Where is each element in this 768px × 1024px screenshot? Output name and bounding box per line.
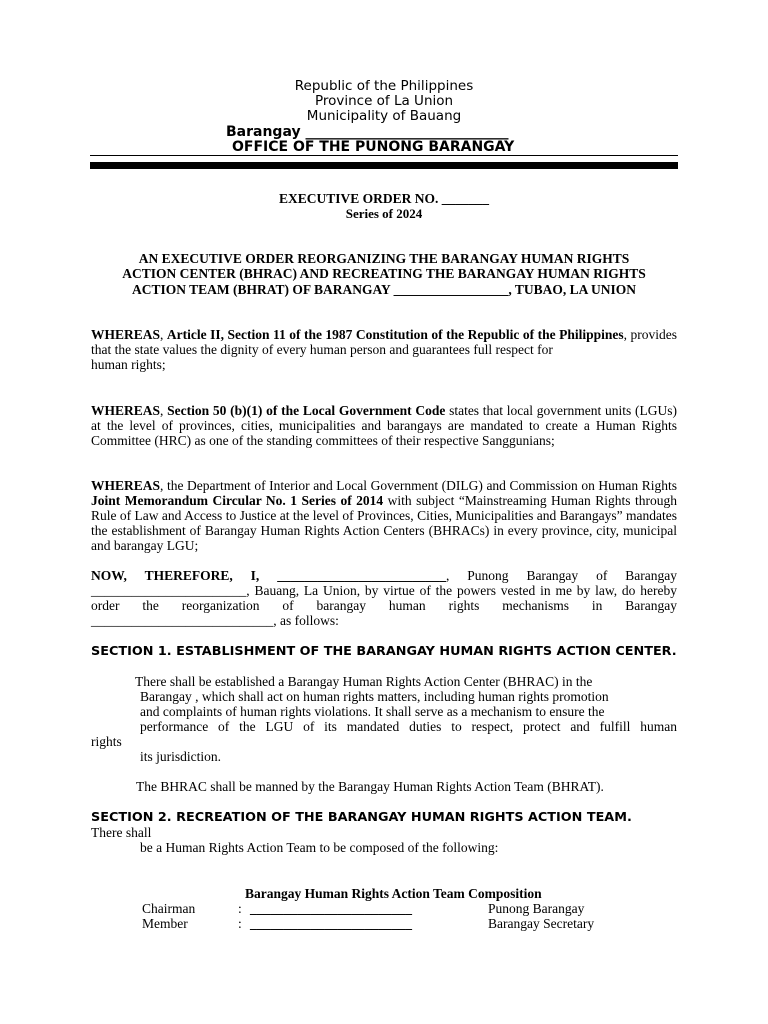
section-1-bhrat-paragraph: The BHRAC shall be manned by the Barangay Human Rights Action Team (BHRAT). — [136, 779, 604, 794]
letterhead-office: OFFICE OF THE PUNONG BARANGAY — [232, 139, 515, 155]
order-title-line-2: ACTION CENTER (BHRAC) AND RECREATING THE BARANGAY HUMAN RIGHTS — [122, 266, 646, 281]
letterhead-republic: Republic of the Philippines — [294, 78, 474, 94]
whereas-label: WHEREAS — [91, 403, 161, 418]
executive-order-number: EXECUTIVE ORDER NO. _______ — [278, 191, 490, 206]
letterhead-municipality: Municipality of Bauang — [306, 108, 462, 124]
whereas-clause-jmc — [91, 478, 677, 553]
executive-order-series: Series of 2024 — [345, 206, 423, 221]
composition-title: Barangay Human Rights Action Team Composition — [245, 886, 542, 901]
now-therefore-clause — [91, 568, 677, 628]
header-thin-rule — [90, 155, 678, 156]
whereas-separator: , — [160, 327, 167, 342]
whereas-separator: , — [160, 403, 168, 418]
letterhead-barangay: Barangay _____________________________ — [226, 124, 509, 140]
whereas-clause-lgc — [91, 403, 677, 448]
whereas-text: with subject “Mainstreaming Human Rights through Rule of Law and Access to Justice at the level of Provinces, Cities, Municipalities and Barangays” mandates the establishment of Barangay Human Rights Action Centers (BHRACs) in every province, city, municipal and barangay LGU; — [91, 493, 677, 553]
section-2-heading: SECTION 2. RECREATION OF THE BARANGAY HUMAN RIGHTS ACTION TEAM. — [91, 810, 632, 825]
section-2-line-1: There shall — [91, 825, 152, 840]
section-1-line-4: performance of the LGU of its mandated duties to respect, protect and fulfill human — [140, 719, 677, 734]
header-thick-rule — [90, 162, 678, 169]
composition-role: Barangay Secretary — [488, 916, 595, 931]
section-1-heading: SECTION 1. ESTABLISHMENT OF THE BARANGAY HUMAN RIGHTS ACTION CENTER. — [91, 644, 677, 659]
whereas-label: WHEREAS — [91, 478, 161, 493]
section-1-line-5: rights — [91, 734, 122, 749]
whereas-text: , provides that the state values the dignity of every human person and guarantees full respect for — [91, 327, 677, 357]
now-therefore-text: , Punong Barangay of Barangay _______________________, Bauang, La Union, by virtue of the powers vested in me by law, do hereby order the reorganization of barangay human rights mechanisms in Barangay ___________________________, as follows: — [91, 568, 677, 628]
order-title-line-3: ACTION TEAM (BHRAT) OF BARANGAY _________________, TUBAO, LA UNION — [131, 282, 637, 297]
section-2-line-2: be a Human Rights Action Team to be composed of the following: — [140, 840, 499, 855]
composition-name-blank: ________________________ — [250, 916, 412, 931]
section-1-line-1: There shall be established a Barangay Human Rights Action Center (BHRAC) in the — [135, 674, 593, 689]
composition-position: Chairman — [142, 901, 196, 916]
section-1-line-3: and complaints of human rights violations. It shall serve as a mechanism to ensure the — [140, 704, 605, 719]
whereas-citation: Joint Memorandum Circular No. 1 Series of 2014 — [91, 493, 384, 508]
whereas-citation: Article II, Section 11 of the 1987 Constitution of the Republic of the Philippines — [166, 327, 624, 342]
composition-colon: : — [238, 901, 242, 916]
composition-name-blank: ________________________ — [250, 901, 412, 916]
whereas-tail: human rights; — [91, 357, 166, 372]
composition-role: Punong Barangay — [488, 901, 585, 916]
punong-barangay-blank: , _________________________ — [255, 568, 446, 583]
now-therefore-label: NOW, THEREFORE, I — [91, 568, 256, 583]
composition-position: Member — [142, 916, 188, 931]
whereas-clause-constitution — [91, 327, 677, 372]
section-1-line-6: its jurisdiction. — [140, 749, 221, 764]
whereas-citation: Section 50 (b)(1) of the Local Government Code — [167, 403, 446, 418]
whereas-text: states that local government units (LGUs) at the level of provinces, cities, municipalities and barangays are mandated to create a Human Rights Committee (HRC) as one of the standing committees of their respective Sanggunians; — [91, 403, 677, 448]
composition-colon: : — [238, 916, 242, 931]
section-1-line-2: Barangay , which shall act on human rights matters, including human rights promotion — [140, 689, 609, 704]
whereas-text: , the Department of Interior and Local Government (DILG) and Commission on Human Rights — [160, 478, 677, 493]
whereas-label: WHEREAS — [91, 327, 161, 342]
order-title-line-1: AN EXECUTIVE ORDER REORGANIZING THE BARANGAY HUMAN RIGHTS — [138, 251, 630, 266]
letterhead-province: Province of La Union — [314, 93, 454, 109]
